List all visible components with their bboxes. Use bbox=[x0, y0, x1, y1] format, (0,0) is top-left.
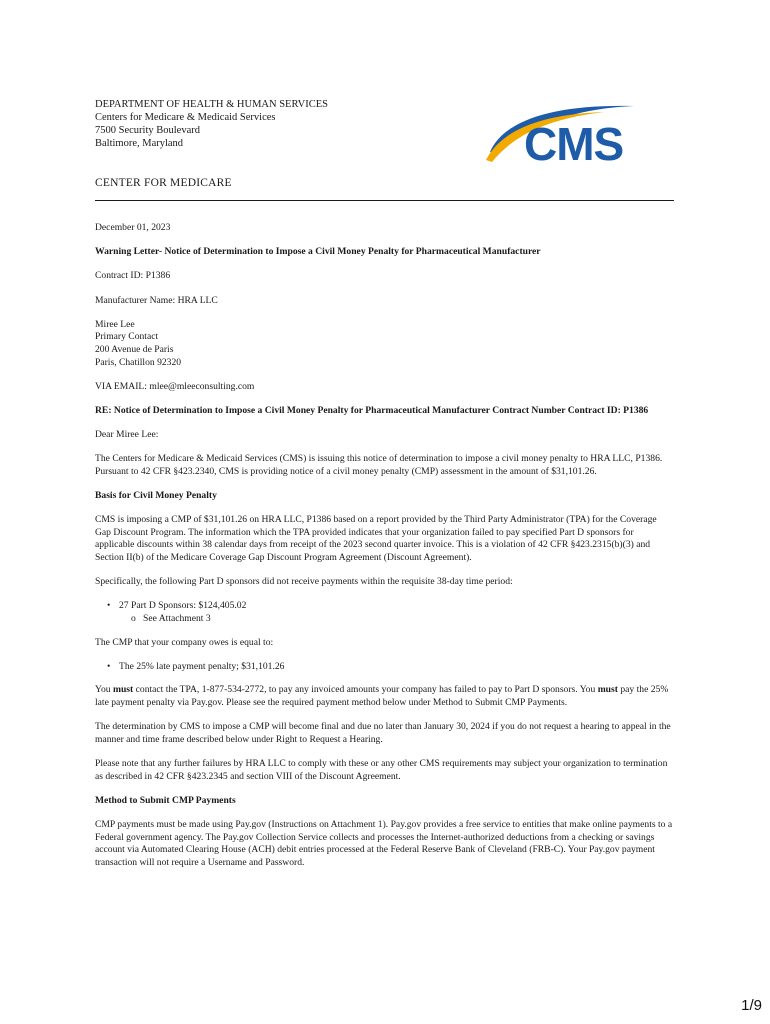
cms-logo bbox=[484, 100, 674, 170]
sponsors-list bbox=[95, 600, 675, 625]
recipient-name: Miree Lee bbox=[95, 318, 135, 330]
contract-id: Contract ID: P1386 bbox=[95, 270, 171, 282]
sponsors-amount: 27 Part D Sponsors: $124,405.02 bbox=[119, 600, 247, 612]
paragraph-paygov: CMP payments must be made using Pay.gov (Instructions on Attachment 1). Pay.gov provides a free service to entities that make online payments to a Federal government agency. The Pay.gov Collection Service collects and processes the Internet-authorized deductions from a checking or savings account via Automated Clearing House (ACH) debit entries processed at the Federal Reserve Bank of Cleveland (FRB-C). Your Pay.gov payment transaction will not require a Username and Password. bbox=[95, 818, 673, 868]
sender-street: 7500 Security Boulevard bbox=[95, 125, 200, 136]
penalty-amount: The 25% late payment penalty; $31,101.26 bbox=[119, 660, 285, 672]
via-email: VIA EMAIL: mlee@mleeconsulting.com bbox=[95, 380, 255, 392]
manufacturer-name: Manufacturer Name: HRA LLC bbox=[95, 294, 218, 306]
paragraph-further-failures: Please note that any further failures by HRA LLC to comply with these or any other CMS requirements may subject your organization to termination as described in 42 CFR §423.2345 and section VIII of the Discount Agreement. bbox=[95, 757, 668, 782]
page-number: 1/9 bbox=[741, 997, 762, 1014]
header-divider bbox=[95, 200, 674, 201]
recipient-address bbox=[95, 319, 675, 369]
paragraph-intro: The Centers for Medicare & Medicaid Services (CMS) is issuing this notice of determination to impose a civil money penalty to HRA LLC, P1386. Pursuant to 42 CFR §423.2340, CMS is providing notice of a civil money penalty (CMP) assessment in the amount of $31,101.26. bbox=[95, 453, 663, 477]
recipient-street: 200 Avenue de Paris bbox=[95, 343, 174, 355]
paragraph-basis: CMS is imposing a CMP of $31,101.26 on HRA LLC, P1386 based on a report provided by the Third Party Administrator (TPA) for the Coverage Gap Discount Program. The information which the TPA provided indicates that your organization failed to pay specified Part D sponsors for applicable discounts within 38 calendar days from receipt of the 2023 second quarter invoice. This is a violation of 42 CFR §423.2315(b)(3) and Section II(b) of the Medicare Coverage Gap Discount Program Agreement (Discount Agreement). bbox=[95, 514, 657, 564]
cms-logo-text: CMS bbox=[524, 118, 624, 170]
bullet-icon: • bbox=[107, 600, 111, 612]
list-item bbox=[131, 613, 675, 626]
letter-date: December 01, 2023 bbox=[95, 222, 171, 233]
recipient-title: Primary Contact bbox=[95, 331, 159, 343]
basis-heading: Basis for Civil Money Penalty bbox=[95, 490, 217, 502]
list-item bbox=[107, 600, 675, 625]
method-heading: Method to Submit CMP Payments bbox=[95, 794, 236, 806]
text-run: pay the 25% late payment penalty via Pay.gov. Please see the required payment method below under Method to Submit CMP Payments. bbox=[95, 684, 669, 708]
penalty-list bbox=[95, 661, 675, 674]
emphasis-must: must bbox=[597, 684, 618, 696]
recipient-city: Paris, Chatillon 92320 bbox=[95, 356, 182, 368]
letter-body bbox=[95, 222, 675, 881]
list-item bbox=[107, 660, 675, 674]
paragraph-specifically: Specifically, the following Part D sponsors did not receive payments within the requisite 38-day time period: bbox=[95, 576, 513, 588]
agency-name: DEPARTMENT OF HEALTH & HUMAN SERVICES bbox=[95, 99, 328, 110]
re-line: RE: Notice of Determination to Impose a Civil Money Penalty for Pharmaceutical Manufacturer Contract Number Contract ID: P1386 bbox=[95, 404, 649, 416]
circle-bullet-icon: o bbox=[131, 613, 136, 624]
centers-name: Centers for Medicare & Medicaid Services bbox=[95, 112, 276, 123]
paragraph-determination: The determination by CMS to impose a CMP will become final and due no later than January 30, 2024 if you do not request a hearing to appeal in the manner and time frame described below under Right to Request a Hearing. bbox=[95, 721, 671, 745]
attachment-ref: See Attachment 3 bbox=[143, 613, 211, 624]
emphasis-must: must bbox=[112, 684, 134, 696]
sender-city: Baltimore, Maryland bbox=[95, 138, 184, 149]
sender-address bbox=[95, 98, 328, 150]
paragraph-contact-tpa bbox=[95, 684, 675, 709]
bullet-icon: • bbox=[107, 660, 111, 672]
paragraph-cmp-equal: The CMP that your company owes is equal to: bbox=[95, 636, 274, 648]
letter-subject: Warning Letter- Notice of Determination to Impose a Civil Money Penalty for Pharmaceutical Manufacturer bbox=[95, 246, 541, 258]
sub-list bbox=[119, 613, 675, 626]
text-run: You bbox=[95, 684, 113, 696]
salutation: Dear Miree Lee: bbox=[95, 429, 159, 441]
center-title: CENTER FOR MEDICARE bbox=[95, 177, 232, 189]
text-run: contact the TPA, 1-877-534-2772, to pay any invoiced amounts your company has failed to pay to Part D sponsors. You bbox=[133, 684, 598, 696]
